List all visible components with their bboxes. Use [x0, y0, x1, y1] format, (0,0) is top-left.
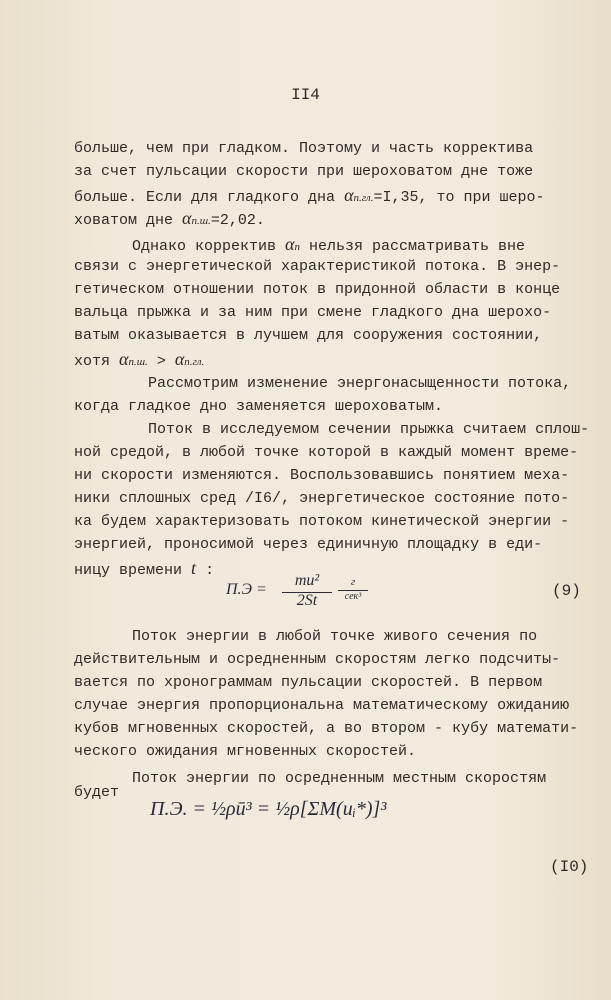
formula-numerator: mu²: [294, 572, 320, 589]
text-line: случае энергия пропорциональна математическому ожиданию: [74, 697, 570, 714]
text-line: ни скорости изменяются. Воспользовавшись понятием меха-: [74, 467, 570, 484]
text-line: [74, 184, 545, 209]
text-line: Рассмотрим изменение энергонасыщенности потока,: [148, 375, 572, 392]
equation-label-9: (9): [552, 582, 581, 600]
text-line: вальца прыжка и за ним при смене гладкого дна шерохо-: [74, 304, 552, 321]
formula-lhs: П.Э =: [226, 581, 267, 598]
page-number: II4: [291, 86, 320, 104]
text-fragment: больше. Если для гладкого дна: [74, 189, 336, 206]
text-fragment: хотя: [74, 353, 111, 370]
subscript-rough: п.ш.: [128, 356, 148, 368]
text-fragment: Однако корректив: [132, 238, 277, 255]
alpha-symbol: α: [119, 349, 129, 369]
formula-10: П.Э. = ½ρū³ = ½ρ[ΣM(uᵢ*)]³: [150, 798, 387, 820]
formula-9: [226, 572, 376, 612]
subscript-smooth: п.гл.: [353, 192, 374, 204]
text-line: [74, 348, 204, 373]
text-line: Поток энергии по осредненным местным скоростям: [132, 770, 547, 787]
alpha-symbol: α: [344, 185, 354, 205]
text-line: за счет пульсации скорости при шероховатом дне тоже: [74, 163, 534, 180]
text-line: будет: [74, 784, 120, 801]
text-fragment: =2,02.: [210, 212, 265, 229]
formula-denominator: 2St: [296, 592, 318, 609]
equation-label-10: (I0): [550, 858, 589, 876]
text-line: ческого ожидания мгновенных скоростей.: [74, 743, 417, 760]
text-fragment: ховатом дне: [74, 212, 174, 229]
text-line: больше, чем при гладком. Поэтому и часть корректива: [74, 140, 534, 157]
reference: /I6/: [245, 490, 282, 507]
text-line: [74, 557, 214, 582]
colon: :: [205, 562, 215, 579]
unit-denominator: сек³: [344, 591, 362, 602]
text-line: гетическом отношении поток в придонной области в конце: [74, 281, 561, 298]
text-fragment: ники сплошных сред: [74, 490, 237, 507]
text-fragment: , энергетическое состояние пото-: [281, 490, 570, 507]
text-fragment: =I,35, то при шеро-: [373, 189, 545, 206]
alpha-symbol: α: [182, 208, 192, 228]
text-line: [74, 488, 569, 510]
time-symbol: t: [191, 558, 197, 578]
text-line: [132, 233, 525, 258]
text-line: Поток энергии в любой точке живого сечения по: [132, 628, 538, 645]
text-line: Поток в исследуемом сечении прыжка считаем сплош-: [148, 421, 590, 438]
text-line: кубов мгновенных скоростей, а во втором - кубу математи-: [74, 720, 579, 737]
text-line: энергией, проносимой через единичную площадку в еди-: [74, 536, 543, 553]
unit-numerator: г: [350, 576, 356, 588]
text-line: ной средой, в любой точке которой в каждый момент време-: [74, 444, 579, 461]
text-line: действительным и осредненным скоростям легко подсчиты-: [74, 651, 561, 668]
text-line: когда гладкое дно заменяется шероховатым.: [74, 398, 444, 415]
text-fragment: ницу времени: [74, 562, 183, 579]
text-line: ватым оказывается в лучшем для сооружения состоянии,: [74, 327, 543, 344]
text-line: вается по хронограммам пульсации скоростей. В первом: [74, 674, 543, 691]
text-line: связи с энергетической характеристикой потока. В энер-: [74, 258, 561, 275]
greater-than: >: [156, 353, 166, 370]
text-line: [74, 207, 265, 232]
subscript-smooth: п.гл.: [184, 356, 205, 368]
text-line: ка будем характеризовать потоком кинетической энергии -: [74, 513, 570, 530]
subscript-rough: п.ш.: [191, 215, 211, 227]
subscript-p: п: [294, 241, 300, 253]
alpha-symbol: α: [174, 349, 185, 369]
text-fragment: нельзя рассматривать вне: [309, 238, 526, 255]
alpha-symbol: α: [285, 234, 295, 254]
